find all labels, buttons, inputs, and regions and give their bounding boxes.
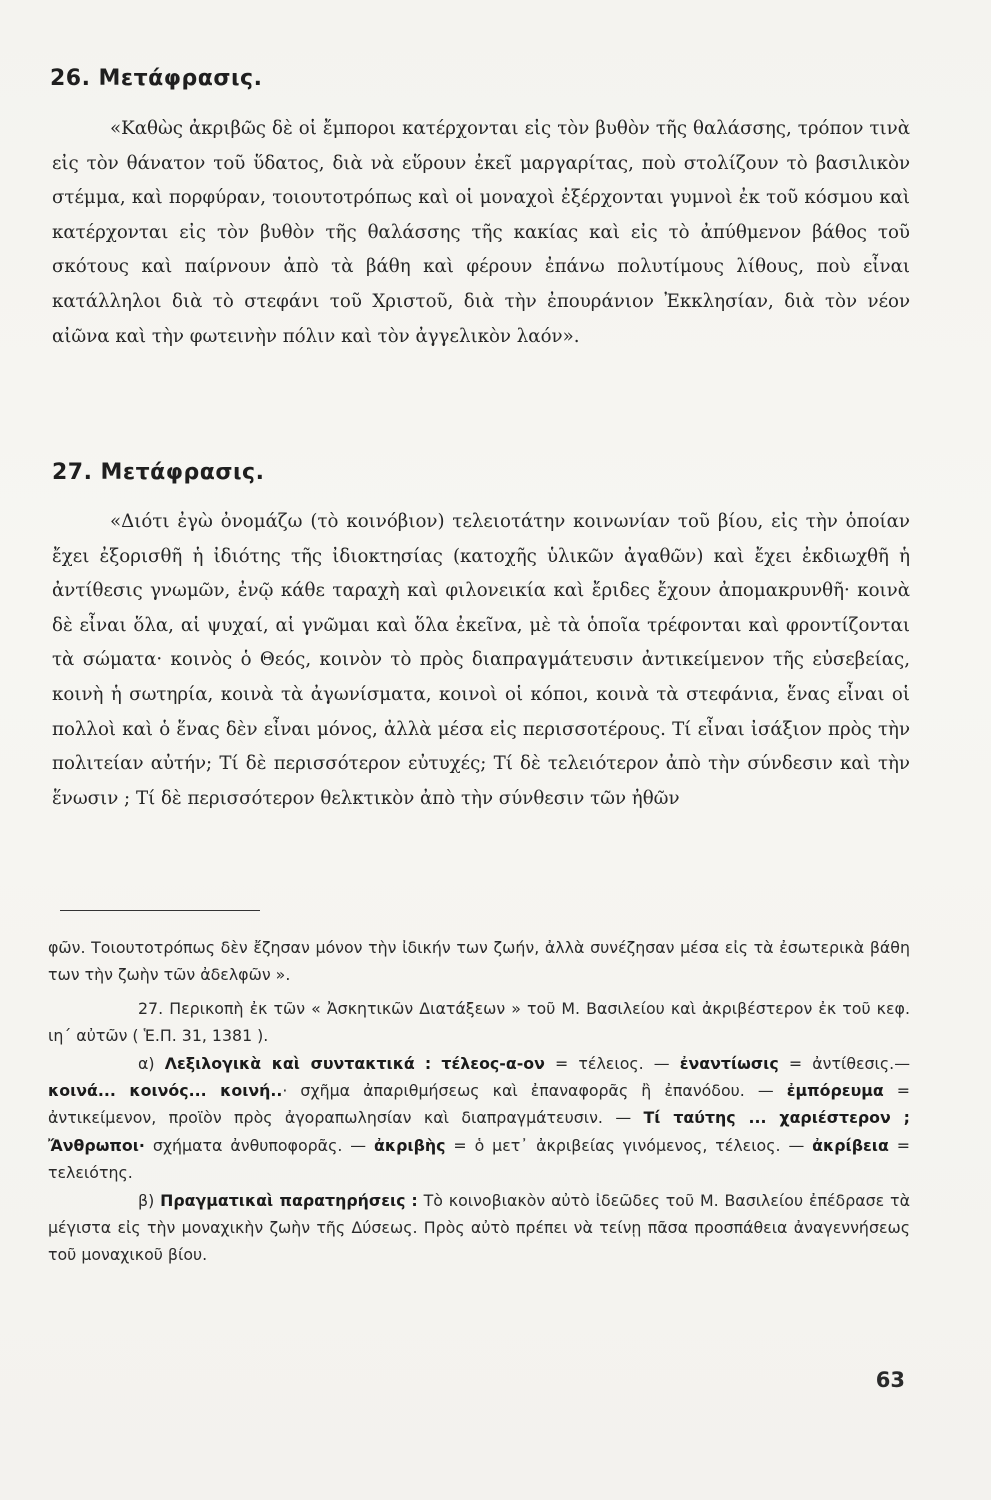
- footnote-divider: [60, 910, 260, 911]
- section-27-title: Μετάφρασις.: [100, 460, 265, 485]
- note-a-title: Λεξιλογικὰ καὶ συντακτικά: [164, 1053, 415, 1073]
- section-27-paragraph: «Διότι ἐγὼ ὀνομάζω (τὸ κοινόβιον) τελειοτάτην κοινωνίαν τοῦ βίου, εἰς τὴν ὁποίαν ἔχει ἐξορισθῆ ἡ ἰδιότης τῆς ἰδιοκτησίας (κατοχῆς ὑλικῶν ἀγαθῶν) καὶ ἔχει ἐκδιωχθῆ ἡ ἀντίθεσις γνωμῶν, ἐνῷ κάθε ταραχὴ καὶ φιλονεικία καὶ ἔριδες ἔχουν ἀπομακρυνθῆ· κοινὰ δὲ εἶναι ὅλα, αἱ ψυχαί, αἱ γνῶμαι καὶ ὅλα ἐκεῖνα, μὲ τὰ ὁποῖα τρέφονται καὶ φροντίζονται τὰ σώματα· κοινὸς ὁ Θεός, κοινὸν τὸ πρὸς διαπραγμάτευσιν ἀντικείμενον τῆς εὐσεβείας, κοινὴ ἡ σωτηρία, κοινὰ τὰ ἀγωνίσματα, κοινοὶ οἱ κόποι, κοινὰ τὰ στεφάνια, ἕνας εἶναι οἱ πολλοὶ καὶ ὁ ἕνας δὲν εἶναι μόνος, ἀλλὰ μέσα εἰς περισσοτέρους. Τί εἶναι ἰσάξιον πρὸς τὴν πολιτείαν αὐτήν; Τί δὲ περισσότερον εὐτυχές; Τί δὲ τελειότερον ἀπὸ τὴν σύνδεσιν καὶ τὴν ἕνωσιν ; Τί δὲ περισσότερον θελκτικὸν ἀπὸ τὴν σύνθεσιν τῶν ἠθῶν: [52, 511, 910, 809]
- note-27-number: 27.: [138, 998, 164, 1018]
- note-b-title: Πραγματικαὶ παρατηρήσεις: [160, 1190, 406, 1210]
- def-koina: · σχῆμα ἀπαριθμήσεως καὶ ἐπαναφορᾶς ἢ ἐπανόδου. —: [282, 1081, 787, 1101]
- def-teleos: = τέλειος. —: [544, 1053, 680, 1073]
- term-emporeuma: ἐμπόρευμα: [786, 1081, 884, 1101]
- def-akrivis: = ὁ μετ᾽ ἀκριβείας γινόμενος, τέλειος. —: [445, 1135, 813, 1155]
- term-akriveia: ἀκρίβεια: [812, 1135, 889, 1155]
- note-b-label: β): [138, 1190, 155, 1210]
- page-number: 63: [875, 1368, 905, 1392]
- section-26-number: 26.: [50, 66, 91, 91]
- term-teleos: τέλεος-α-ον: [441, 1053, 545, 1073]
- note-b-sep: :: [411, 1190, 418, 1210]
- notes-block: [48, 934, 910, 1269]
- note-27: [48, 995, 910, 1050]
- section-26-heading: [50, 66, 262, 91]
- note-a-sep: :: [424, 1053, 432, 1073]
- term-akrivis: ἀκριβὴς: [374, 1135, 446, 1155]
- note-a-lexical: [48, 1050, 910, 1187]
- note-continuation: φῶν. Τοιουτοτρόπως δὲν ἔζησαν μόνον τὴν ἰδικήν των ζωήν, ἀλλὰ συνέζησαν μέσα εἰς τὰ ἐσωτερικὰ βάθη των τὴν ζωὴν τῶν ἀδελφῶν ».: [48, 938, 910, 985]
- def-akriveia: = τελειότης.: [48, 1135, 910, 1183]
- note-b-text: Τὸ κοινοβιακὸν αὐτὸ ἰδεῶδες τοῦ Μ. Βασιλείου ἐπέδρασε τὰ μέγιστα εἰς τὴν μοναχικὴν ζωὴν τῆς Δύσεως. Πρὸς αὐτὸ πρέπει νὰ τείνῃ πᾶσα προσπάθεια ἀναγεννήσεως τοῦ μοναχικοῦ βίου.: [48, 1190, 910, 1265]
- term-ti-tautis: Τί ταύτης ... χαριέστερον ; Ἄνθρωποι·: [48, 1108, 910, 1155]
- section-26-title: Μετάφρασις.: [98, 66, 263, 91]
- def-ti-tautis: σχήματα ἀνθυποφορᾶς. —: [144, 1135, 375, 1155]
- note-27-text: Περικοπὴ ἐκ τῶν « Ἀσκητικῶν Διατάξεων » τοῦ Μ. Βασιλείου καὶ ἀκριβέστερον ἐκ τοῦ κεφ. ιη΄ αὐτῶν ( Ἑ.Π. 31, 1381 ).: [48, 998, 910, 1046]
- note-b-factual: [48, 1187, 910, 1269]
- def-emporeuma: = ἀντικείμενον, προϊὸν πρὸς ἀγοραπωλησίαν καὶ διαπραγμάτευσιν. —: [48, 1081, 911, 1128]
- def-enantiosis: = ἀντίθεσις.—: [778, 1053, 910, 1073]
- section-27-number: 27.: [52, 460, 93, 485]
- term-enantiosis: ἐναντίωσις: [679, 1053, 779, 1073]
- term-koina: κοινά... κοινός... κοινή..: [48, 1081, 283, 1101]
- section-26-paragraph: «Καθὼς ἀκριβῶς δὲ οἱ ἔμποροι κατέρχονται εἰς τὸν βυθὸν τῆς θαλάσσης, τρόπον τινὰ εἰς τὸν θάνατον τοῦ ὕδατος, διὰ νὰ εὕρουν ἐκεῖ μαργαρίτας, ποὺ στολίζουν τὸ βασιλικὸν στέμμα, καὶ πορφύραν, τοιουτοτρόπως καὶ οἱ μοναχοὶ ἐξέρχονται γυμνοὶ ἐκ τοῦ κόσμου καὶ κατέρχονται εἰς τὸν βυθὸν τῆς θαλάσσης τῆς κακίας καὶ εἰς τὸ ἀπύθμενον βάθος τοῦ σκότους καὶ παίρνουν ἀπὸ τὰ βάθη καὶ φέρουν ἐπάνω πολυτίμους λίθους, ποὺ εἶναι κατάλληλοι διὰ τὸ στεφάνι τοῦ Χριστοῦ, διὰ τὴν ἐπουράνιον Ἐκκλησίαν, διὰ τὸν νέον αἰῶνα καὶ τὴν φωτεινὴν πόλιν καὶ τὸν ἀγγελικὸν λαόν».: [52, 118, 910, 347]
- note-a-label: α): [138, 1053, 155, 1073]
- section-27-heading: [52, 460, 264, 485]
